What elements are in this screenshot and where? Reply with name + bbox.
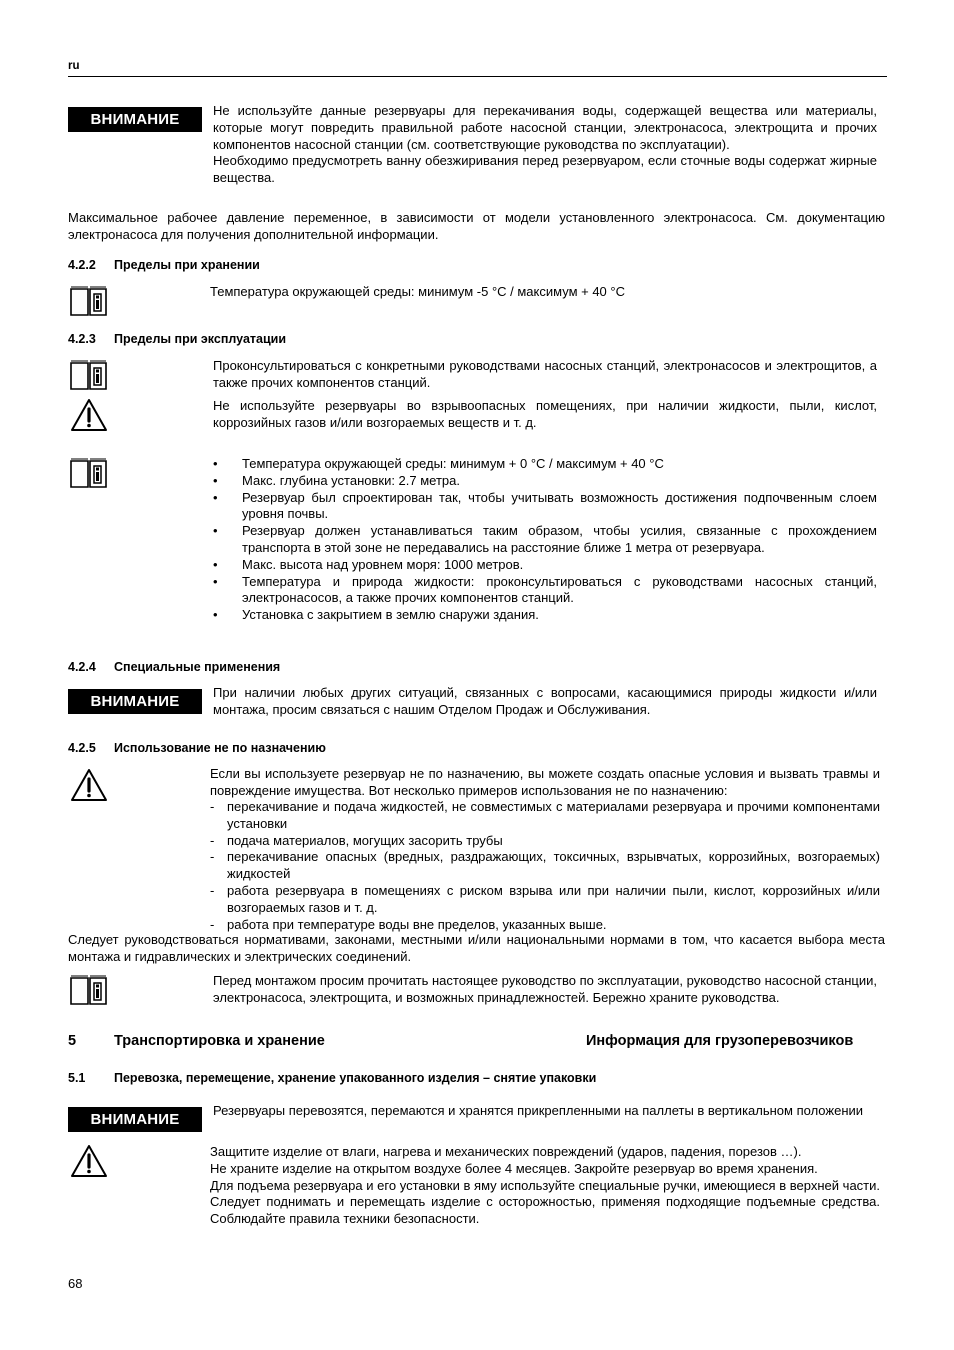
transport-instructions [210, 1144, 880, 1228]
warning-badge: ВНИМАНИЕ [68, 1107, 202, 1132]
list-item: - перекачивание опасных (вредных, раздражающих, токсичных, взрывчатых, коррозийных, возгораемых) жидкостей [210, 849, 880, 883]
section-heading-4-2-3 [68, 332, 286, 346]
section-heading-4-2-2 [68, 258, 260, 272]
misuse-intro: Если вы используете резервуар не по назначению, вы можете создать опасные условия и вызвать травмы и повреждение имущества. Вот несколько примеров использования не по назначению: [210, 766, 880, 798]
instruction-paragraph: Защитите изделие от влаги, нагрева и механических повреждений (ударов, падения, порезов …). [210, 1144, 802, 1159]
warning-triangle-icon [70, 398, 108, 432]
section-number: 4.2.3 [68, 332, 96, 346]
warning-badge: ВНИМАНИЕ [68, 689, 202, 714]
section-number: 4.2.4 [68, 660, 96, 674]
warning-paragraph: Не используйте данные резервуары для перекачивания воды, содержащей вещества или материалы, которые могут повредить правильной работе насосной станции, электронасоса, электрощита и прочих компонентов насосной станции (см. соответствующие руководства по эксплуатации). [213, 103, 877, 152]
special-applications-text: При наличии любых других ситуаций, связанных с вопросами, касающимися природы жидкости и/или монтажа, просим связаться с нашим Отделом Продаж и Обслуживания. [213, 685, 877, 717]
section-number: 5 [68, 1033, 77, 1049]
section-audience: Информация для грузоперевозчиков [586, 1033, 854, 1049]
manual-book-icon [69, 284, 109, 318]
warning-triangle-icon [70, 1144, 108, 1178]
operation-warning-text: Не используйте резервуары во взрывоопасных помещениях, при наличии жидкости, пыли, кислот, коррозийных газов и/или возгораемых веществ и т. д. [213, 398, 877, 430]
transport-warning-text: Резервуары перевозятся, перемаются и хранятся прикрепленными на паллеты в вертикальном положении [213, 1103, 864, 1118]
list-item: - подача материалов, могущих засорить трубы [210, 833, 880, 850]
storage-temp-text: Температура окружающей среды: минимум -5 °C / максимум + 40 °C [210, 284, 625, 299]
manual-book-icon [69, 358, 109, 392]
list-item: • Резервуар должен устанавливаться таким образом, чтобы усилия, связанные с прохождением транспорта в этой зоне не передавались на расстояние ближе 1 метра от резервуара. [213, 523, 877, 557]
list-item: • Температура окружающей среды: минимум + 0 °C / максимум + 40 °C [213, 456, 877, 473]
list-item: • Установка с закрытием в землю снаружи здания. [213, 607, 877, 624]
section-title: Использование не по назначению [114, 741, 326, 755]
manual-book-icon [69, 456, 109, 490]
list-item: • Макс. глубина установки: 2.7 метра. [213, 473, 877, 490]
section-title: Пределы при хранении [114, 258, 260, 272]
section-title: Перевозка, перемещение, хранение упакованного изделия – снятие упаковки [114, 1071, 597, 1085]
section-number: 4.2.2 [68, 258, 96, 272]
list-item: - перекачивание и подача жидкостей, не совместимых с материалами резервуара и прочими компонентами установки [210, 799, 880, 833]
read-manual-text: Перед монтажом просим прочитать настоящее руководство по эксплуатации, руководство насосной станции, электронасоса, электрощита, и возможных принадлежностей. Бережно храните руководства. [213, 973, 877, 1005]
instruction-paragraph: Не храните изделие на открытом воздухе более 4 месяцев. Закройте резервуар во время хранения. [210, 1160, 818, 1176]
list-item: - работа резервуара в помещениях с риском взрыва или при наличии пыли, кислот, коррозийных и/или возгораемых газов и т. д. [210, 883, 880, 917]
pressure-paragraph: Максимальное рабочее давление переменное, в зависимости от модели установленного электронасоса. См. документацию электронасоса для получения дополнительной информации. [68, 210, 885, 242]
language-code: ru [68, 60, 80, 72]
regulations-paragraph: Следует руководствоваться нормативами, законами, местными и/или национальными нормами в том, что касается выбора места монтажа и гидравлических и электрических соединений. [68, 932, 885, 964]
header-rule [68, 76, 887, 77]
instruction-paragraph: Для подъема резервуара и его установки в яму используйте специальные ручки, имеющиеся в верхней части. Следует поднимать и перемещать изделие с осторожностью, применяя подходящие подъемные средства. Соблюдайте правила техники безопасности. [210, 1177, 880, 1227]
page-number: 68 [68, 1276, 83, 1291]
warning-badge: ВНИМАНИЕ [68, 107, 202, 132]
section-heading-4-2-4 [68, 660, 280, 674]
warning-triangle-icon [70, 768, 108, 802]
section-number: 4.2.5 [68, 741, 96, 755]
section-heading-5 [68, 1033, 325, 1049]
section-title: Специальные применения [114, 660, 281, 674]
warning-paragraph: Необходимо предусмотреть ванну обезжиривания перед резервуаром, если сточные воды содержат жирные вещества. [213, 153, 877, 186]
list-item: • Резервуар был спроектирован так, чтобы учитывать возможность достижения подпочвенным слоем уровня почвы. [213, 490, 877, 524]
section-heading-4-2-5 [68, 741, 326, 755]
list-item: • Макс. высота над уровнем моря: 1000 метров. [213, 557, 877, 574]
section-heading-5-1 [68, 1071, 596, 1085]
section-number: 5.1 [68, 1071, 86, 1085]
list-item: - работа при температуре воды вне пределов, указанных выше. [210, 917, 880, 934]
section-title: Транспортировка и хранение [114, 1033, 325, 1049]
manual-book-icon [69, 973, 109, 1007]
warning-text [213, 103, 877, 187]
section-title: Пределы при эксплуатации [114, 332, 287, 346]
list-item: • Температура и природа жидкости: проконсультироваться с руководствами насосных станций, электронасосов, а также прочих компонентов станций. [213, 574, 877, 608]
operation-limits-list [213, 456, 877, 624]
operation-info-text: Проконсультироваться с конкретными руководствами насосных станций, электронасосов и электрощитов, а также прочих компонентов станций. [213, 358, 877, 390]
misuse-list [210, 799, 880, 933]
